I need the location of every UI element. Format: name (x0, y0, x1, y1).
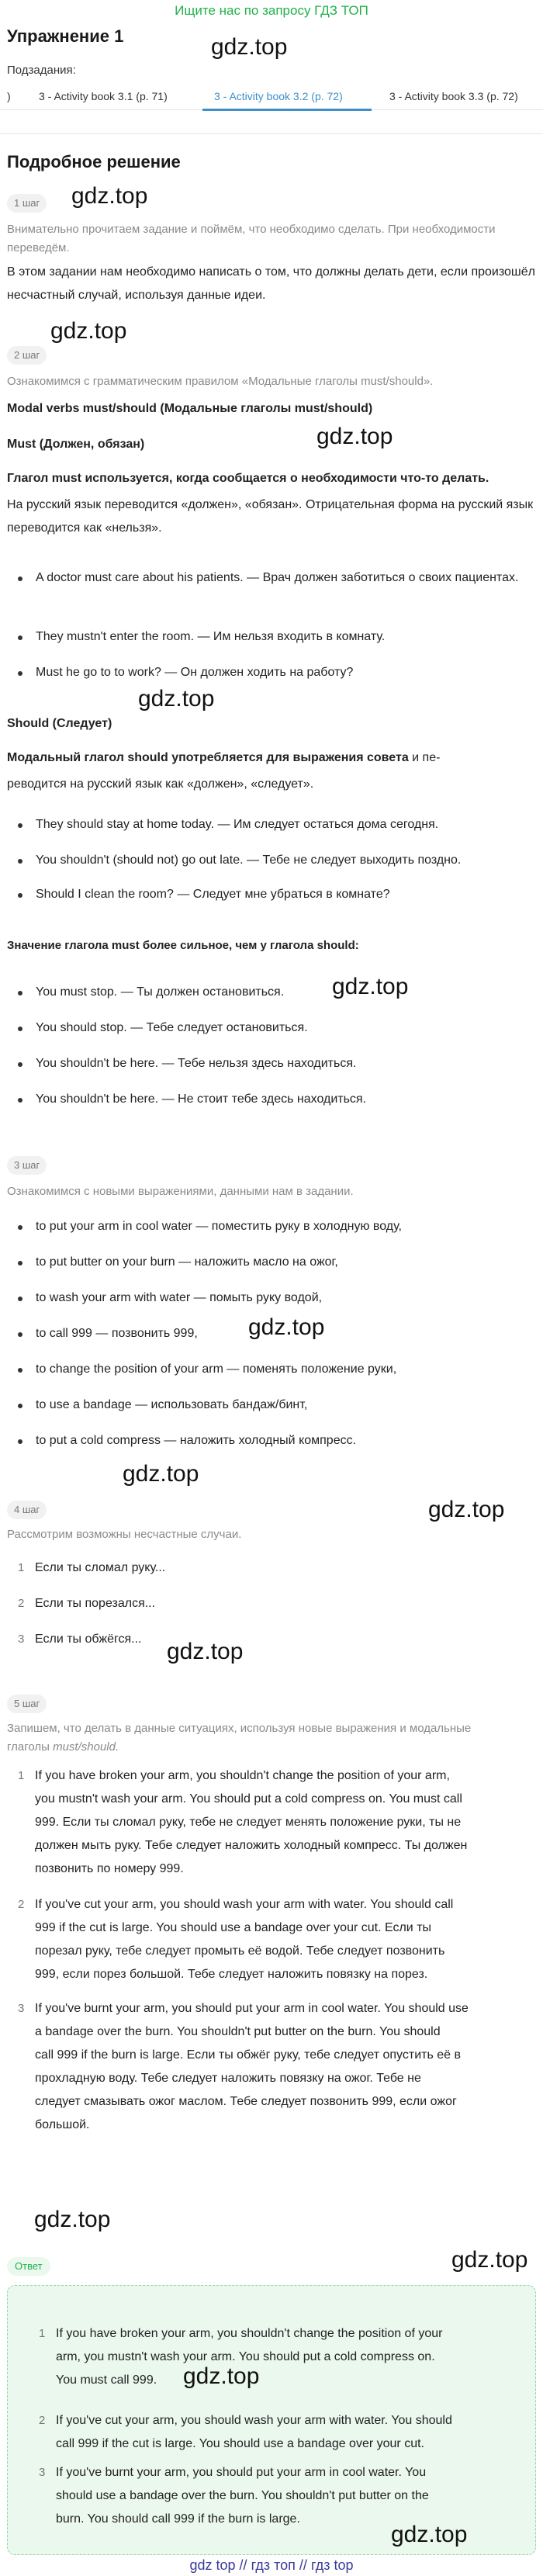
step-badge: 5 шаг (7, 1695, 47, 1713)
list-item: You shouldn't be here. — Не стоит тебе здесь находиться. (36, 1088, 535, 1111)
watermark: gdz.top (71, 183, 148, 209)
list-item: Should I clean the room? — Следует мне убраться в комнате? (36, 883, 535, 906)
watermark: gdz.top (138, 686, 215, 712)
list-item: 3 Если ты обжёгся... (18, 1633, 142, 1646)
watermark: gdz.top (316, 424, 393, 449)
list-item: 3 If you've burnt your arm, you should put your arm in cool water. You should use a bandage over the burn. You shouldn't put butter on the burn. You should call 999 if the burn is large. Если ты обжёг руку, тебе следует опустить её в прохладную воду. Тебе следует наложить повязку на ожог. Тебе не следует смазывать ожог маслом. Тебе следует позвонить 999, если ожог большой. (18, 2002, 469, 2131)
list-item: You shouldn't be here. — Тебе нельзя здесь находиться. (36, 1052, 535, 1075)
divider (0, 133, 543, 134)
watermark: gdz.top (34, 2207, 111, 2232)
list-item: to wash your arm with water — помыть руку водой, (36, 1286, 535, 1310)
list-item: to call 999 — позвонить 999, (36, 1322, 535, 1345)
list-item: A doctor must care about his patients. — Врач должен заботиться о своих пациентах. (36, 566, 535, 590)
list-item: 2 Если ты порезался... (18, 1597, 156, 1610)
list-item: 1 Если ты сломал руку... (18, 1561, 166, 1574)
list-item: to put your arm in cool water — поместить руку в холодную воду, (36, 1215, 535, 1238)
should-heading: Should (Следует) (7, 717, 112, 730)
footer-separator: // (239, 2557, 247, 2573)
watermark: gdz.top (50, 318, 127, 344)
footer-separator: // (299, 2557, 307, 2573)
step-intro: Рассмотрим возможны несчастные случаи. (7, 1528, 242, 1541)
rule-heading: Modal verbs must/should (Модальные глаголы must/should) (7, 402, 373, 415)
list-item: You shouldn't (should not) go out late. — Тебе не следует выходить поздно. (36, 849, 535, 872)
list-item: to put butter on your burn — наложить масло на ожог, (36, 1251, 535, 1274)
watermark: gdz.top (183, 2363, 260, 2389)
watermark: gdz.top (248, 1314, 325, 1340)
should-rule-rest: и пе- (408, 751, 441, 764)
step-intro: Ознакомимся с новыми выражениями, данными нам в задании. (7, 1185, 354, 1198)
footer-link-gdz-top[interactable]: gdz top (189, 2557, 236, 2573)
watermark: gdz.top (332, 974, 409, 999)
tab-activity-book-3-2[interactable]: 3 - Activity book 3.2 (p. 72) (214, 90, 343, 102)
list-item: to change the position of your arm — поменять положение руки, (36, 1358, 535, 1381)
footer-link-gdz-top-ru[interactable]: гдз топ (251, 2557, 296, 2573)
compare-heading: Значение глагола must более сильное, чем у глагола should: (7, 939, 359, 952)
watermark: gdz.top (451, 2247, 528, 2273)
list-item: 2 If you've cut your arm, you should wash your arm with water. You should call 999 if the cut is large. You should use a bandage over your cut. Если ты порезал руку, тебе следует промыть её водой. Тебе следует позвонить 999, если порез большой. Тебе следует наложить повязку на порез. (18, 1898, 454, 1981)
section-title: Подробное решение (7, 152, 181, 171)
watermark: gdz.top (167, 1639, 244, 1664)
step-badge: 3 шаг (7, 1156, 47, 1175)
answer-item: 2 If you've cut your arm, you should wash your arm with water. You should call 999 if the cut is large. You should use a bandage over your cut. (39, 2414, 452, 2450)
should-rule-line2: реводится на русский язык как «должен», «следует». (7, 777, 314, 791)
watermark: gdz.top (211, 34, 288, 60)
watermark: gdz.top (123, 1461, 199, 1487)
tab-activity-book-3-3[interactable]: 3 - Activity book 3.3 (p. 72) (389, 90, 518, 102)
list-item: They should stay at home today. — Им следует остаться дома сегодня. (36, 813, 535, 836)
list-item: 1 If you have broken your arm, you shouldn't change the position of your arm, you mustn't wash your arm. You should put a cold compress on. You must call 999. Если ты сломал руку, тебе не следует менять положение руки, ты не должен мыть руку. Тебе следует наложить холодный компресс. Ты должен позвонить по номеру 999. (18, 1769, 468, 1875)
list-item: to put a cold compress — наложить холодный компресс. (36, 1429, 535, 1452)
should-rule-bold: Модальный глагол should употребляется для выражения совета (7, 751, 409, 764)
tab-activity-book-3-1[interactable]: 3 - Activity book 3.1 (p. 71) (39, 90, 168, 102)
list-item: You should stop. — Тебе следует остановиться. (36, 1016, 535, 1040)
step-badge: 4 шаг (7, 1501, 47, 1519)
should-rule (7, 746, 536, 770)
step-badge: 2 шаг (7, 346, 47, 365)
list-item: to use a bandage — использовать бандаж/бинт, (36, 1394, 535, 1417)
active-tab-indicator (202, 109, 372, 111)
exercise-title: Упражнение 1 (7, 26, 124, 46)
answer-item: 1 If you have broken your arm, you shouldn't change the position of your arm, you mustn't wash your arm. You should put a cold compress on. You must call 999. (39, 2327, 443, 2387)
watermark: gdz.top (428, 1497, 505, 1522)
must-translation: На русский язык переводится «должен», «обязан». Отрицательная форма на русский язык переводится как «нельзя». (7, 498, 534, 535)
step-intro: Ознакомимся с грамматическим правилом «Модальные глаголы must/should». (7, 375, 434, 388)
step-intro: Запишем, что делать в данные ситуациях, используя новые выражения и модальные глаголы must/should. (7, 1722, 472, 1754)
must-rule: Глагол must используется, когда сообщается о необходимости что-то делать. (7, 472, 489, 485)
subtasks-label: Подзадания: (7, 64, 76, 77)
list-item: They mustn't enter the room. — Им нельзя входить в комнату. (36, 625, 535, 649)
step-badge: 1 шаг (7, 194, 47, 213)
watermark: gdz.top (391, 2522, 468, 2547)
search-banner: Ищите нас по запросу ГДЗ ТОП (175, 3, 368, 18)
tab-previous-partial[interactable]: ) (7, 90, 11, 102)
footer-link-gdz-top-mixed[interactable]: гдз top (310, 2557, 354, 2573)
answer-item: 3 If you've burnt your arm, you should put your arm in cool water. You should use a bandage over the burn. You shouldn't put butter on the burn. You should call 999 if the burn is large. (39, 2466, 429, 2526)
list-item: You must stop. — Ты должен остановиться. (36, 981, 535, 1004)
answer-badge: Ответ (7, 2257, 50, 2276)
footer-links (0, 2557, 543, 2574)
list-item: Must he go to to work? — Он должен ходить на работу? (36, 661, 535, 684)
step-intro: Внимательно прочитаем задание и поймём, что необходимо сделать. При необходимости переведём. (7, 223, 496, 254)
must-heading: Must (Должен, обязан) (7, 438, 145, 451)
subtask-tabs (0, 84, 543, 110)
step-text: В этом задании нам необходимо написать о том, что должны делать дети, если произошёл несчастный случай, используя данные идеи. (7, 265, 535, 302)
